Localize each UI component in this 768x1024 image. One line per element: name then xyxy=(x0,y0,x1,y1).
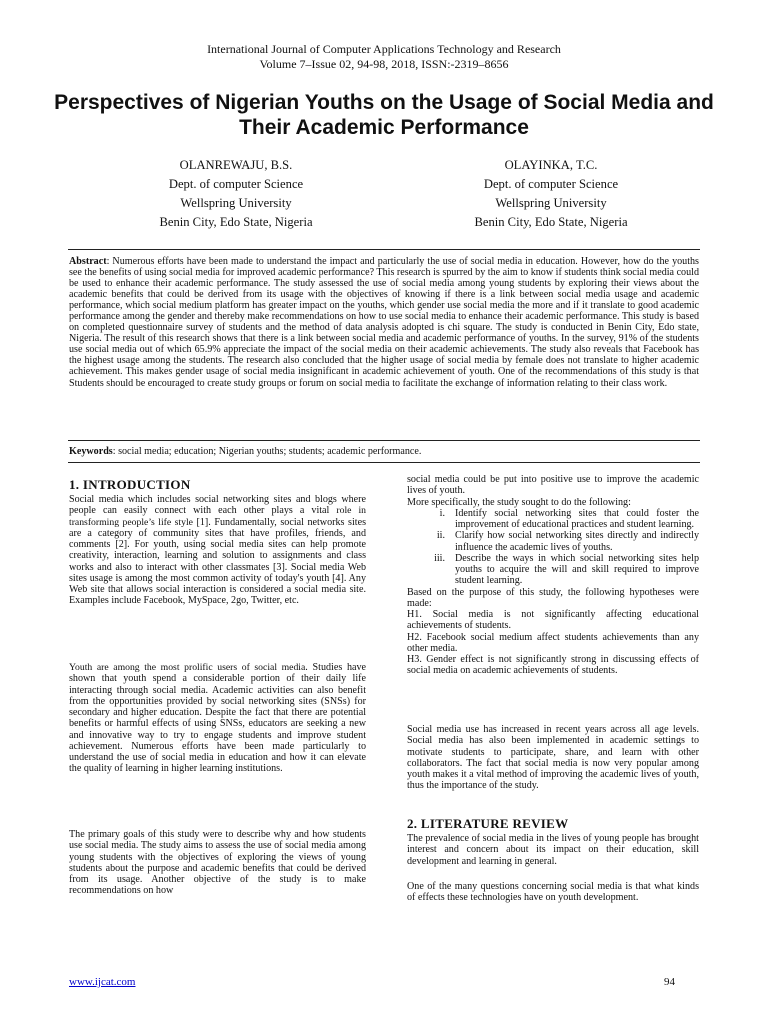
literature-paragraph-1: The prevalence of social media in the lives of young people has brought interest and concern about its impact on their education, skill development and learning in general. xyxy=(407,833,699,867)
right-paragraph-2: More specifically, the study sought to do the following: xyxy=(407,496,631,508)
hypothesis-1: H1. Social media is not significantly affecting educational achievements of students. xyxy=(407,609,699,632)
right-paragraph-1: social media could be put into positive use to improve the academic lives of youth. xyxy=(407,474,699,497)
list-number: ii. xyxy=(436,530,445,542)
list-item xyxy=(407,553,699,587)
journal-volume: Volume 7–Issue 02, 94-98, 2018, ISSN:-2319–8656 xyxy=(259,57,509,71)
paper-title: Perspectives of Nigerian Youths on the Usage of Social Media and Their Academic Performance xyxy=(54,91,714,139)
divider-keywords xyxy=(68,462,700,463)
list-number: i. xyxy=(439,507,445,519)
intro-p2-phrase: Youth are among the most prolific users of social media xyxy=(69,662,306,673)
right-paragraph-4: Social media use has increased in recent years across all age levels. Social media has also been implemented in academic settings to motivate students to participate, share, and learn with other collaborators. The fact that social media is now very popular among youth makes it a vital method of improving the academic lives of youth, thus the importance of the study. xyxy=(407,724,699,792)
abstract xyxy=(69,256,699,389)
divider-top xyxy=(68,249,700,250)
list-text: Clarify how social networking sites directly and indirectly influence the academic lives of youths. xyxy=(455,530,699,553)
author-block-1 xyxy=(106,156,366,232)
journal-header xyxy=(0,42,768,72)
author-university: Wellspring University xyxy=(495,196,607,210)
list-text: Describe the ways in which social networking sites help youths to acquire the will and skill required to improve student learning. xyxy=(455,552,699,587)
literature-paragraph-2: One of the many questions concerning social media is that what kinds of effects these technologies have on youth development. xyxy=(407,881,699,904)
author-name: OLANREWAJU, B.S. xyxy=(179,158,293,172)
journal-title: International Journal of Computer Applications Technology and Research xyxy=(207,42,561,56)
intro-paragraph-3: The primary goals of this study were to describe why and how students use social media. The study aims to assess the use of social media among young students with the objectives of exploring the views of young students about the purpose and academic benefits that could be derived from its usage. Another objective of the study is to make recommendations on how xyxy=(69,829,366,897)
keywords xyxy=(69,446,699,458)
list-item xyxy=(407,530,699,553)
intro-p2-rest: . Studies have shown that youth spend a considerable portion of their daily life interacting through social media. Academic activities can also benefit from the opportunities provided by social networking sites (SNSs) for secondary and higher education. Despite the fact that there are potential benefits or harmful effects of using SNSs, educators are seeking a new and innovative way to try to engage students and improve student achievement. Numerous efforts have been made particularly to understand the use of social media in education and how it can elevate the quality of learning in higher learning institutions. xyxy=(69,662,367,775)
right-paragraph-3: Based on the purpose of this study, the following hypotheses were made: xyxy=(407,586,699,609)
keywords-label: Keywords xyxy=(69,446,113,457)
author-university: Wellspring University xyxy=(180,196,292,210)
section-heading-literature-review: 2. LITERATURE REVIEW xyxy=(407,816,569,831)
intro-p1-start: Social media which includes social networking sites and blogs where people can easily connect with each other plays a vital xyxy=(69,494,366,517)
intro-p1-phrase: role in transforming people’s life style xyxy=(69,505,366,528)
hypothesis-2: H2. Facebook social medium affect students achievements than any other media. xyxy=(407,631,699,654)
keywords-text: : social media; education; Nigerian youths; students; academic performance. xyxy=(112,446,422,457)
author-block-2 xyxy=(421,156,681,232)
intro-p1-rest: [1]. Fundamentally, social networks sites are a category of community sites that have profiles, friends, and comments [2]. For youth, using social media sites can help promote creativity, interaction, learning and solution to assignments and class works and also to interact with other classmates [3]. Social media Web sites usage is among the most common activity of today's youth [4]. Any Web site that allows social interaction is considered a social media site. Examples include Facebook, MySpace, 2go, Twitter, etc. xyxy=(69,516,366,607)
author-dept: Dept. of computer Science xyxy=(483,177,619,191)
abstract-label: Abstract xyxy=(69,256,107,267)
list-item xyxy=(407,508,699,531)
author-dept: Dept. of computer Science xyxy=(168,177,304,191)
list-number: iii. xyxy=(434,552,445,564)
page-number: 94 xyxy=(664,976,675,988)
hypothesis-3: H3. Gender effect is not significantly strong in discussing effects of social media on academic achievements of students. xyxy=(407,654,699,677)
author-location: Benin City, Edo State, Nigeria xyxy=(474,215,628,229)
journal-website-link[interactable]: www.ijcat.com xyxy=(69,976,136,988)
section-heading-introduction: 1. INTRODUCTION xyxy=(69,477,191,492)
right-column xyxy=(407,474,699,677)
abstract-text: : Numerous efforts have been made to understand the impact and particularly the use of social media in education. However, how do the youths see the benefits of using social media for improved academic performance? This research is spurred by the aim to know if students think social media could be used to enhance their academic performance. The study assessed the use of social media among young students by exploring their views about the academic benefits that could be derived from its usage with the objectives of knowing if there is a link between social media usage and academic performance, which social medium platform has greater impact on the youths, which gender use social media the more and if it translate to good academic performance among the gender and thereby make recommendations on how to use social media to enhance their academic performance. This study is based on completed questionnaire survey of students and the method of data analysis adopted is chi square. The study is conducted in Benin City, Edo state, Nigeria. The result of this research shows that there is a link between social media and academic performance of youths. In the survey, 91% of the students use social media out of which 65.9% appreciate the impact of the social media on their academic achievements. The study also reveals that Facebook has the highest usage among the students. The research also concluded that the higher usage of social media by female does not translate to higher academic achievement. This makes gender usage of social media insignificant in academic achievement of youth. One of the recommendations of this study is that Students should be encouraged to create study groups or forum on social media to facilitate the exchange of information relating to their class work. xyxy=(69,256,699,389)
divider-abstract xyxy=(68,440,700,441)
list-text: Identify social networking sites that could foster the improvement of educational practices and student learning. xyxy=(455,507,699,530)
intro-paragraph-1 xyxy=(69,494,366,607)
author-name: OLAYINKA, T.C. xyxy=(504,158,598,172)
author-location: Benin City, Edo State, Nigeria xyxy=(159,215,313,229)
intro-paragraph-2 xyxy=(69,662,366,775)
